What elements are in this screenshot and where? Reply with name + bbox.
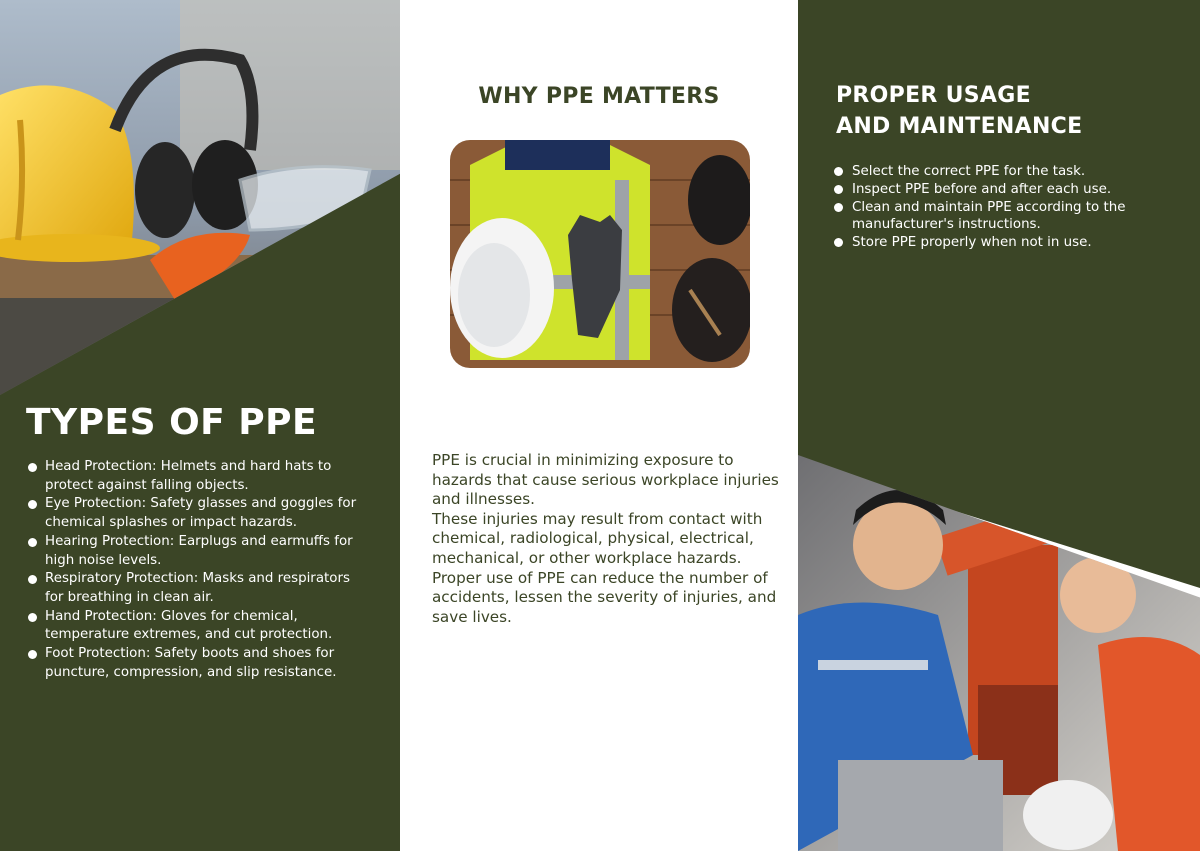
types-title: TYPES OF PPE xyxy=(26,402,318,443)
list-item: Hearing Protection: Earplugs and earmuffs for high noise levels. xyxy=(28,533,368,570)
list-item: Inspect PPE before and after each use. xyxy=(834,181,1174,199)
list-item: Foot Protection: Safety boots and shoes for puncture, compression, and slip resistance. xyxy=(28,645,368,682)
list-item: Hand Protection: Gloves for chemical, temperature extremes, and cut protection. xyxy=(28,608,368,645)
types-list xyxy=(28,458,368,682)
usage-title xyxy=(836,80,1082,142)
usage-panel xyxy=(798,0,1200,851)
why-title: WHY PPE MATTERS xyxy=(478,84,720,109)
why-paragraph: PPE is crucial in minimizing exposure to hazards that cause serious workplace injuries and illnesses. xyxy=(432,451,779,509)
usage-list xyxy=(834,163,1174,252)
list-item: Eye Protection: Safety glasses and goggles for chemical splashes or impact hazards. xyxy=(28,495,368,532)
why-body xyxy=(432,451,782,627)
usage-title-line2: AND MAINTENANCE xyxy=(836,114,1083,139)
why-paragraph: These injuries may result from contact with chemical, radiological, physical, electrical, mechanical, or other workplace hazards. Proper use of PPE can reduce the number of accidents, lessen the severity of injuries, and save lives. xyxy=(432,509,777,626)
ppe-flatlay-photo xyxy=(450,140,750,368)
usage-title-line1: PROPER USAGE xyxy=(836,83,1031,108)
list-item: Respiratory Protection: Masks and respirators for breathing in clean air. xyxy=(28,570,368,607)
list-item: Head Protection: Helmets and hard hats to protect against falling objects. xyxy=(28,458,368,495)
list-item: Store PPE properly when not in use. xyxy=(834,234,1174,252)
ppe-gear-photo xyxy=(0,0,400,395)
why-panel xyxy=(400,0,798,851)
list-item: Clean and maintain PPE according to the manufacturer's instructions. xyxy=(834,199,1174,235)
list-item: Select the correct PPE for the task. xyxy=(834,163,1174,181)
types-panel xyxy=(0,0,400,851)
